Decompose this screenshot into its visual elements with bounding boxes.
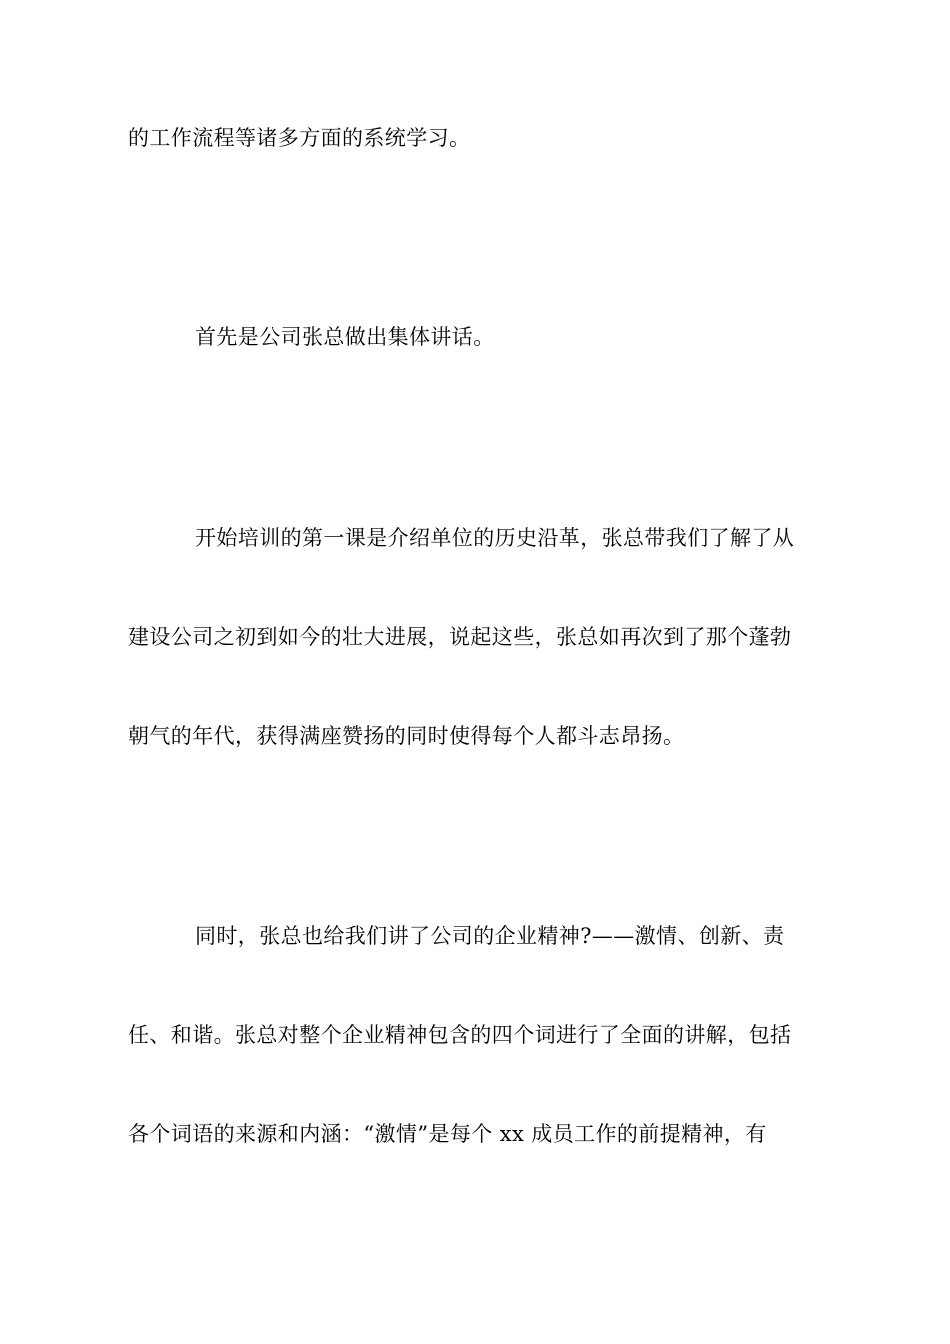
paragraph-2-line-1: 首先是公司张总做出集体讲话。: [195, 325, 495, 349]
paragraph-4-line-3: 各个词语的来源和内涵：“激情”是每个 xx 成员工作的前提精神，有: [128, 1122, 767, 1146]
paragraph-3-line-2: 建设公司之初到如今的壮大进展，说起这些，张总如再次到了那个蓬勃: [128, 625, 792, 649]
paragraph-3-line-3: 朝气的年代，获得满座赞扬的同时使得每个人都斗志昂扬。: [128, 724, 685, 748]
paragraph-4-line-1: 同时，张总也给我们讲了公司的企业精神?——激情、创新、责: [195, 924, 785, 948]
paragraph-1-line-1: 的工作流程等诸多方面的系统学习。: [128, 126, 471, 150]
paragraph-3-line-1: 开始培训的第一课是介绍单位的历史沿革，张总带我们了解了从: [195, 526, 795, 550]
paragraph-4-line-2: 任、和谐。张总对整个企业精神包含的四个词进行了全面的讲解，包括: [128, 1023, 792, 1047]
